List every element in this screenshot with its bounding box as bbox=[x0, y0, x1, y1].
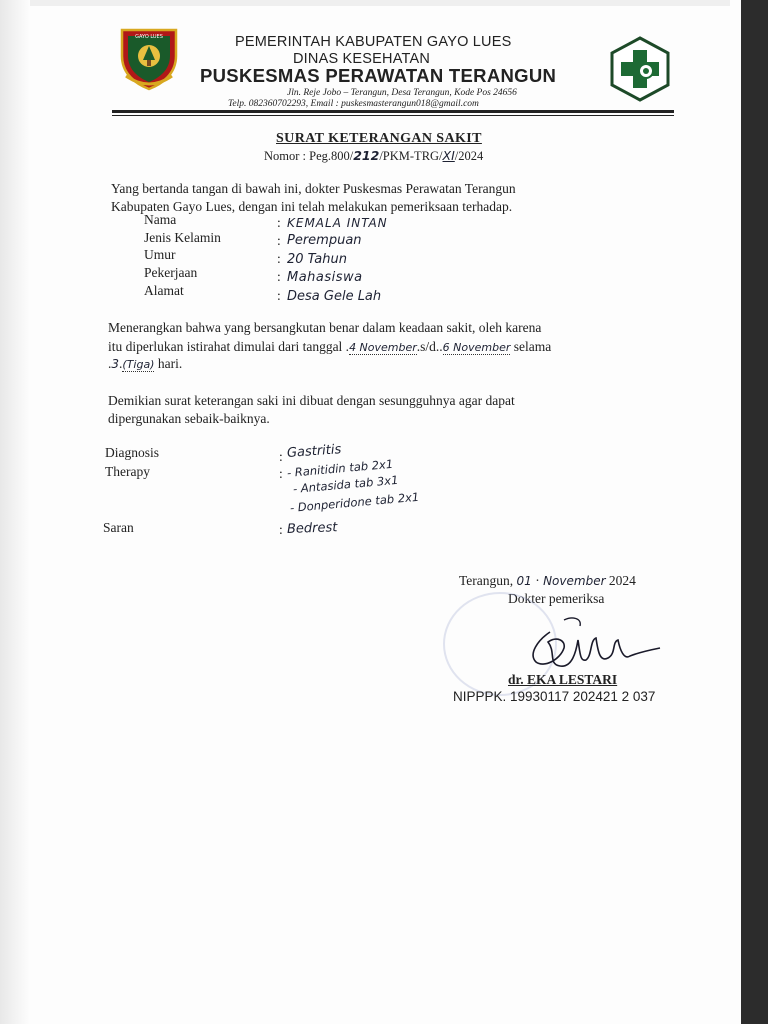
colon-diagnosis: : bbox=[279, 449, 283, 464]
statement-line-2-start: itu diperlukan istirahat dimulai dari tanggal . bbox=[108, 339, 350, 354]
handwritten-signature-icon bbox=[520, 612, 665, 677]
intro-line-1: Yang bertanda tangan di bawah ini, dokter Puskesmas Perawatan Terangun bbox=[111, 181, 516, 196]
place: Terangun, bbox=[459, 573, 514, 588]
signer-role: Dokter pemeriksa bbox=[508, 591, 605, 606]
sign-month: November bbox=[543, 574, 606, 588]
days-word: (Tiga) bbox=[122, 358, 155, 371]
therapy-item-3: - Donperidone tab 2x1 bbox=[289, 489, 420, 515]
statement-line-3: .3.(Tiga) hari. bbox=[108, 356, 183, 371]
value-saran: Bedrest bbox=[286, 520, 338, 537]
nomor-mid: /PKM-TRG/ bbox=[379, 149, 443, 163]
header-address: Jln. Reje Jobo – Terangun, Desa Terangun, Kode Pos 24656 bbox=[287, 88, 517, 98]
therapy-item-1: - Ranitidin tab 2x1 bbox=[286, 456, 394, 480]
statement-until: .s/d.. bbox=[416, 339, 443, 354]
label-umur: Umur bbox=[144, 247, 176, 262]
therapy-item-2: - Antasida tab 3x1 bbox=[292, 472, 399, 496]
header-department: DINAS KESEHATAN bbox=[293, 51, 431, 67]
statement-line-2 bbox=[108, 339, 551, 355]
intro-line-2: Kabupaten Gayo Lues, dengan ini telah melakukan pemeriksaan terhadap. bbox=[111, 199, 513, 214]
label-diagnosis: Diagnosis bbox=[105, 445, 159, 460]
value-jenis-kelamin: Perempuan bbox=[287, 233, 362, 248]
closing-line-2: dipergunakan sebaik-baiknya. bbox=[108, 411, 270, 426]
signer-name: dr. EKA LESTARI bbox=[508, 672, 618, 687]
statement-line-1: Menerangkan bahwa yang bersangkutan benar dalam keadaan sakit, oleh karena bbox=[108, 320, 542, 335]
place-date: Terangun, 01 · November 2024 bbox=[459, 573, 636, 588]
value-pekerjaan: Mahasiswa bbox=[287, 270, 363, 285]
logo-text: GAYO LUES bbox=[135, 34, 163, 40]
days-number: 3 bbox=[111, 357, 120, 371]
label-pekerjaan: Pekerjaan bbox=[144, 265, 198, 280]
colon-pekerjaan: : bbox=[277, 269, 281, 284]
value-diagnosis: Gastritis bbox=[286, 442, 342, 461]
colon-saran: : bbox=[279, 522, 283, 537]
value-umur: 20 Tahun bbox=[287, 252, 347, 267]
value-nama: KEMALA INTAN bbox=[287, 216, 388, 230]
label-jenis-kelamin: Jenis Kelamin bbox=[144, 230, 221, 245]
header-institution: PUSKESMAS PERAWATAN TERANGUN bbox=[200, 65, 557, 86]
colon-alamat: : bbox=[277, 288, 281, 303]
value-alamat: Desa Gele Lah bbox=[287, 289, 382, 304]
closing-line-1: Demikian surat keterangan saki ini dibuat dengan sesungguhnya agar dapat bbox=[108, 393, 515, 408]
statement-duration-label: selama bbox=[510, 339, 552, 354]
colon-therapy: : bbox=[279, 466, 283, 481]
gayo-lues-emblem-icon bbox=[116, 26, 182, 92]
nomor-month: XI bbox=[442, 148, 455, 163]
sign-day: 01 bbox=[516, 574, 532, 588]
start-date: 4 November bbox=[349, 341, 417, 354]
colon-umur: : bbox=[277, 251, 281, 266]
header-divider-thick bbox=[112, 110, 674, 113]
header-divider-thin bbox=[112, 115, 674, 116]
colon-jenis-kelamin: : bbox=[277, 233, 281, 248]
signer-nip: NIPPPK. 19930117 202421 2 037 bbox=[453, 689, 656, 704]
label-alamat: Alamat bbox=[144, 283, 184, 298]
document-number bbox=[264, 148, 483, 164]
page-top-edge bbox=[30, 0, 730, 6]
header-contact: Telp. 082360702293, Email : puskesmasterangun018@gmail.com bbox=[228, 99, 479, 109]
label-saran: Saran bbox=[103, 520, 134, 535]
puskesmas-cross-logo-icon bbox=[608, 36, 672, 102]
page-edge-shadow bbox=[0, 0, 30, 1024]
nomor-prefix: Nomor : Peg.800/ bbox=[264, 149, 354, 163]
nomor-suffix: /2024 bbox=[454, 149, 484, 163]
header-government: PEMERINTAH KABUPATEN GAYO LUES bbox=[235, 34, 512, 50]
colon-nama: : bbox=[277, 215, 281, 230]
statement-hari: hari. bbox=[157, 356, 183, 371]
label-nama: Nama bbox=[144, 212, 177, 227]
nomor-number: 212 bbox=[353, 148, 380, 163]
end-date: 6 November bbox=[442, 341, 511, 354]
document-title: SURAT KETERANGAN SAKIT bbox=[276, 131, 482, 146]
sign-year: 2024 bbox=[608, 573, 636, 588]
label-therapy: Therapy bbox=[105, 464, 150, 479]
